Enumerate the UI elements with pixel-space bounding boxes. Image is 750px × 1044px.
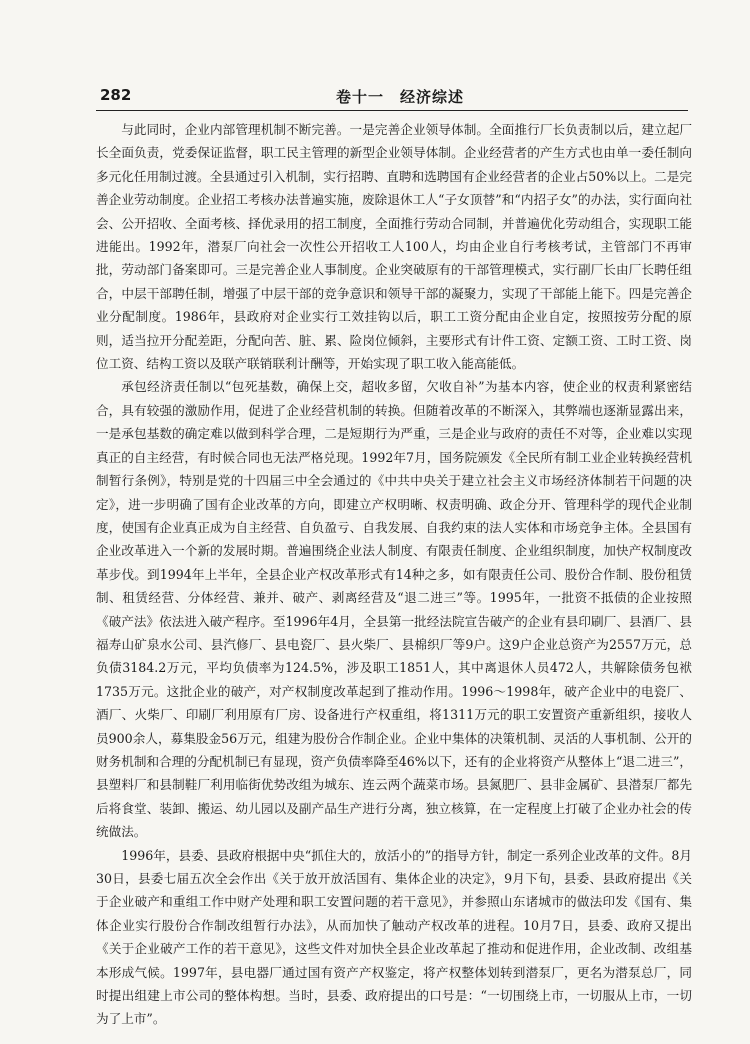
page-header <box>96 86 686 108</box>
paragraph-contract-responsibility: 承包经济责任制以“包死基数，确保上交，超收多留，欠收自补”为基本内容，使企业的权责利紧密结合，具有较强的激励作用，促进了企业经营机制的转换。但随着改革的不断深入，其弊端也逐渐显露出来，一是承包基数的确定难以做到科学合理，二是短期行为严重，三是企业与政府的责任不对等，企业难以实现真正的自主经营，有时候合同也无法严格兑现。1992年7月，国务院颁发《全民所有制工业企业转换经营机制暂行条例》，特别是党的十四届三中全会通过的《中共中央关于建立社会主义市场经济体制若干问题的决定》，进一步明确了国有企业改革的方向，即建立产权明晰、权责明确、政企分开、管理科学的现代企业制度，使国有企业真正成为自主经营、自负盈亏、自我发展、自我约束的法人实体和市场竞争主体。全县国有企业改革进入一个新的发展时期。普遍围绕企业法人制度、有限责任制度、企业组织制度，加快产权制度改革步伐。到1994年上半年，全县企业产权改革形式有14种之多，如有限责任公司、股份合作制、股份租赁制、租赁经营、分体经营、兼并、破产、剥离经营及“退二进三”等。1995年，一批资不抵债的企业按照《破产法》依法进入破产程序。至1996年4月，全县第一批经法院宣告破产的企业有县印刷厂、县酒厂、县福寿山矿泉水公司、县汽修厂、县电瓷厂、县火柴厂、县棉织厂等9户。这9户企业总资产为2557万元，总负债3184.2万元，平均负债率为124.5%，涉及职工1851人，其中离退休人员472人，共解除债务包袱1735万元。这批企业的破产，对产权制度改革起到了推动作用。1996～1998年，破产企业中的电瓷厂、酒厂、火柴厂、印刷厂利用原有厂房、设备进行产权重组，将1311万元的职工安置资产重新组织，接收人员900余人，募集股金56万元，组建为股份合作制企业。企业中集体的决策机制、灵活的人事机制、公开的财务机制和合理的分配机制已有显现，资产负债率降至46%以下，还有的企业将资产从整体上“退二进三”，县塑料厂和县制鞋厂利用临街优势改组为城东、连云两个蔬菜市场。县氮肥厂、县非金属矿、县潜泵厂都先后将食堂、装卸、搬运、幼儿园以及副产品生产进行分离，独立核算，在一定程度上打破了企业办社会的传统做法。 <box>96 379 692 840</box>
paragraph-management-mechanism: 与此同时，企业内部管理机制不断完善。一是完善企业领导体制。全面推行厂长负责制以后，建立起厂长全面负责，党委保证监督，职工民主管理的新型企业领导体制。企业经营者的产生方式也由单一委任制向多元化任用制过渡。全县通过引入机制，实行招聘、直聘和选聘国有企业经营者的企业占50%以上。二是完善企业劳动制度。企业招工考核办法普遍实施，废除退休工人“子女顶替”和“内招子女”的办法，实行面向社会、公开招收、全面考核、择优录用的招工制度，全面推行劳动合同制，并普遍优化劳动组合，实现职工能进能出。1992年，潜泵厂向社会一次性公开招收工人100人，均由企业自行考核考试，主管部门不再审批，劳动部门备案即可。三是完善企业人事制度。企业突破原有的干部管理模式，实行副厂长由厂长聘任组合，中层干部聘任制，增强了中层干部的竞争意识和领导干部的凝聚力，实现了干部能上能下。四是完善企业分配制度。1986年，县政府对企业实行工效挂钩以后，职工工资分配由企业自定，按照按劳分配的原则，适当拉开分配差距，分配向苦、脏、累、险岗位倾斜，主要形式有计件工资、定额工资、工时工资、岗位工资、结构工资以及联产联销联利计酬等，开始实现了职工收入能高能低。 <box>96 122 692 372</box>
body-text <box>96 118 692 1031</box>
running-head: 卷十一 经济综述 <box>336 88 465 106</box>
page-number: 282 <box>100 86 132 104</box>
paragraph-1996-reform: 1996年，县委、县政府根据中央“抓住大的，放活小的”的指导方针，制定一系列企业改革的文件。8月30日，县委七届五次全会作出《关于放开放活国有、集体企业的决定》，9月下旬，县委、县政府提出《关于企业破产和重组工作中财产处理和职工安置问题的若干意见》，并参照山东诸城市的做法印发《国有、集体企业实行股份合作制改组暂行办法》，从而加快了触动产权改革的进程。10月7日，县委、政府又提出《关于企业破产工作的若干意见》，这些文件对加快全县企业改革起了推动和促进作用，企业改制、改组基本形成气候。1997年，县电器厂通过国有资产产权鉴定，将产权整体划转到潜泵厂，更名为潜泵总厂，同时提出组建上市公司的整体构想。当时，县委、政府提出的口号是：“一切围绕上市，一切服从上市，一切为了上市”。 <box>96 847 692 1027</box>
header-rule <box>96 110 688 111</box>
